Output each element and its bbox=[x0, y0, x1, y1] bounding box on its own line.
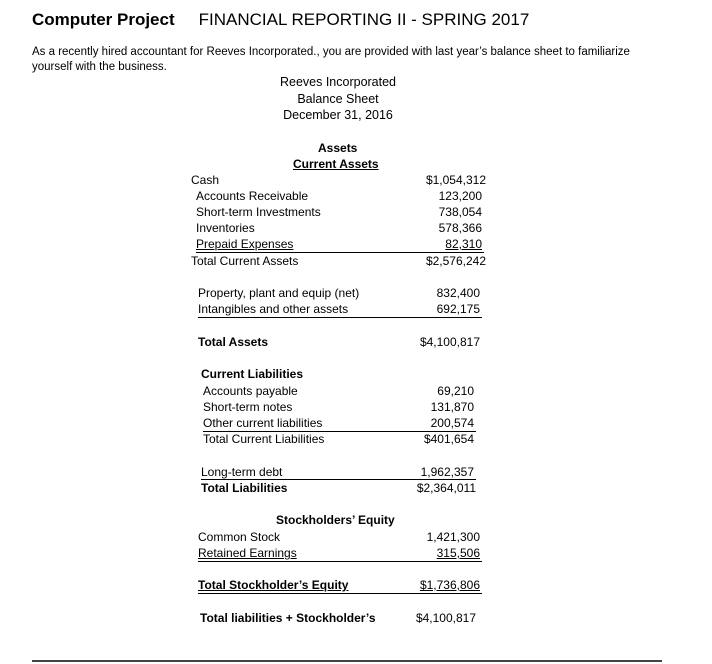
ppe-value: 832,400 bbox=[436, 286, 480, 300]
long-term-debt-rule bbox=[201, 479, 476, 480]
stockholders-equity-heading: Stockholders’ Equity bbox=[276, 513, 395, 527]
total-current-liabilities-value: $401,654 bbox=[423, 432, 474, 446]
total-equity-rule bbox=[198, 593, 482, 594]
current-liabilities-heading: Current Liabilities bbox=[201, 367, 304, 381]
prepaid-expenses-value: 82,310 bbox=[445, 237, 482, 251]
accounts-payable-label: Accounts payable bbox=[203, 384, 298, 398]
company-name: Reeves Incorporated bbox=[279, 75, 397, 89]
total-assets-value: $4,100,817 bbox=[419, 335, 480, 349]
total-stockholders-equity-label: Total Stockholder’s Equity bbox=[198, 578, 349, 592]
other-current-liabilities-value: 200,574 bbox=[430, 416, 474, 430]
other-current-liabilities-label: Other current liabilities bbox=[203, 416, 323, 430]
total-current-assets-value: $2,576,242 bbox=[425, 254, 486, 268]
total-liabilities-equity-label: Total liabilities + Stockholder’s bbox=[200, 611, 376, 625]
short-term-investments-value: 738,054 bbox=[438, 205, 482, 219]
total-liabilities-label: Total Liabilities bbox=[201, 481, 288, 495]
accounts-receivable-value: 123,200 bbox=[438, 189, 482, 203]
current-assets-heading: Current Assets bbox=[293, 157, 379, 171]
ppe-label: Property, plant and equip (net) bbox=[198, 286, 360, 300]
page-bottom-rule bbox=[32, 660, 662, 662]
total-assets-label: Total Assets bbox=[198, 335, 269, 349]
intangibles-label: Intangibles and other assets bbox=[198, 302, 349, 316]
total-current-liabilities-label: Total Current Liabilities bbox=[203, 432, 325, 446]
document-header bbox=[32, 10, 529, 30]
statement-name: Balance Sheet bbox=[297, 92, 379, 106]
cash-label: Cash bbox=[191, 173, 220, 187]
common-stock-label: Common Stock bbox=[198, 530, 281, 544]
course-title: Computer Project bbox=[32, 10, 175, 29]
accounts-payable-value: 69,210 bbox=[437, 384, 474, 398]
inventories-label: Inventories bbox=[196, 221, 255, 235]
retained-earnings-label: Retained Earnings bbox=[198, 546, 297, 560]
assets-heading: Assets bbox=[318, 141, 358, 155]
total-liabilities-value: $2,364,011 bbox=[416, 481, 476, 495]
noncurrent-assets-rule bbox=[198, 317, 482, 318]
equity-rule bbox=[198, 561, 482, 562]
intro-paragraph: As a recently hired accountant for Reeves Incorporated., you are provided with last year’s balance sheet to familiarize yourself with the business. bbox=[32, 46, 630, 73]
total-current-assets-label: Total Current Assets bbox=[191, 254, 299, 268]
current-assets-rule bbox=[196, 252, 484, 253]
statement-date: December 31, 2016 bbox=[283, 108, 393, 122]
prepaid-expenses-label: Prepaid Expenses bbox=[196, 237, 294, 251]
retained-earnings-value: 315,506 bbox=[436, 546, 480, 560]
total-stockholders-equity-value: $1,736,806 bbox=[419, 578, 480, 592]
short-term-notes-label: Short-term notes bbox=[203, 400, 293, 414]
common-stock-value: 1,421,300 bbox=[426, 530, 480, 544]
long-term-debt-value: 1,962,357 bbox=[420, 465, 474, 479]
short-term-notes-value: 131,870 bbox=[430, 400, 474, 414]
accounts-receivable-label: Accounts Receivable bbox=[196, 189, 309, 203]
cash-value: $1,054,312 bbox=[425, 173, 486, 187]
inventories-value: 578,366 bbox=[438, 221, 482, 235]
intangibles-value: 692,175 bbox=[436, 302, 480, 316]
total-liabilities-equity-value: $4,100,817 bbox=[415, 611, 476, 625]
short-term-investments-label: Short-term Investments bbox=[196, 205, 321, 219]
subject-title: FINANCIAL REPORTING II - SPRING 2017 bbox=[198, 10, 530, 29]
long-term-debt-label: Long-term debt bbox=[201, 465, 283, 479]
